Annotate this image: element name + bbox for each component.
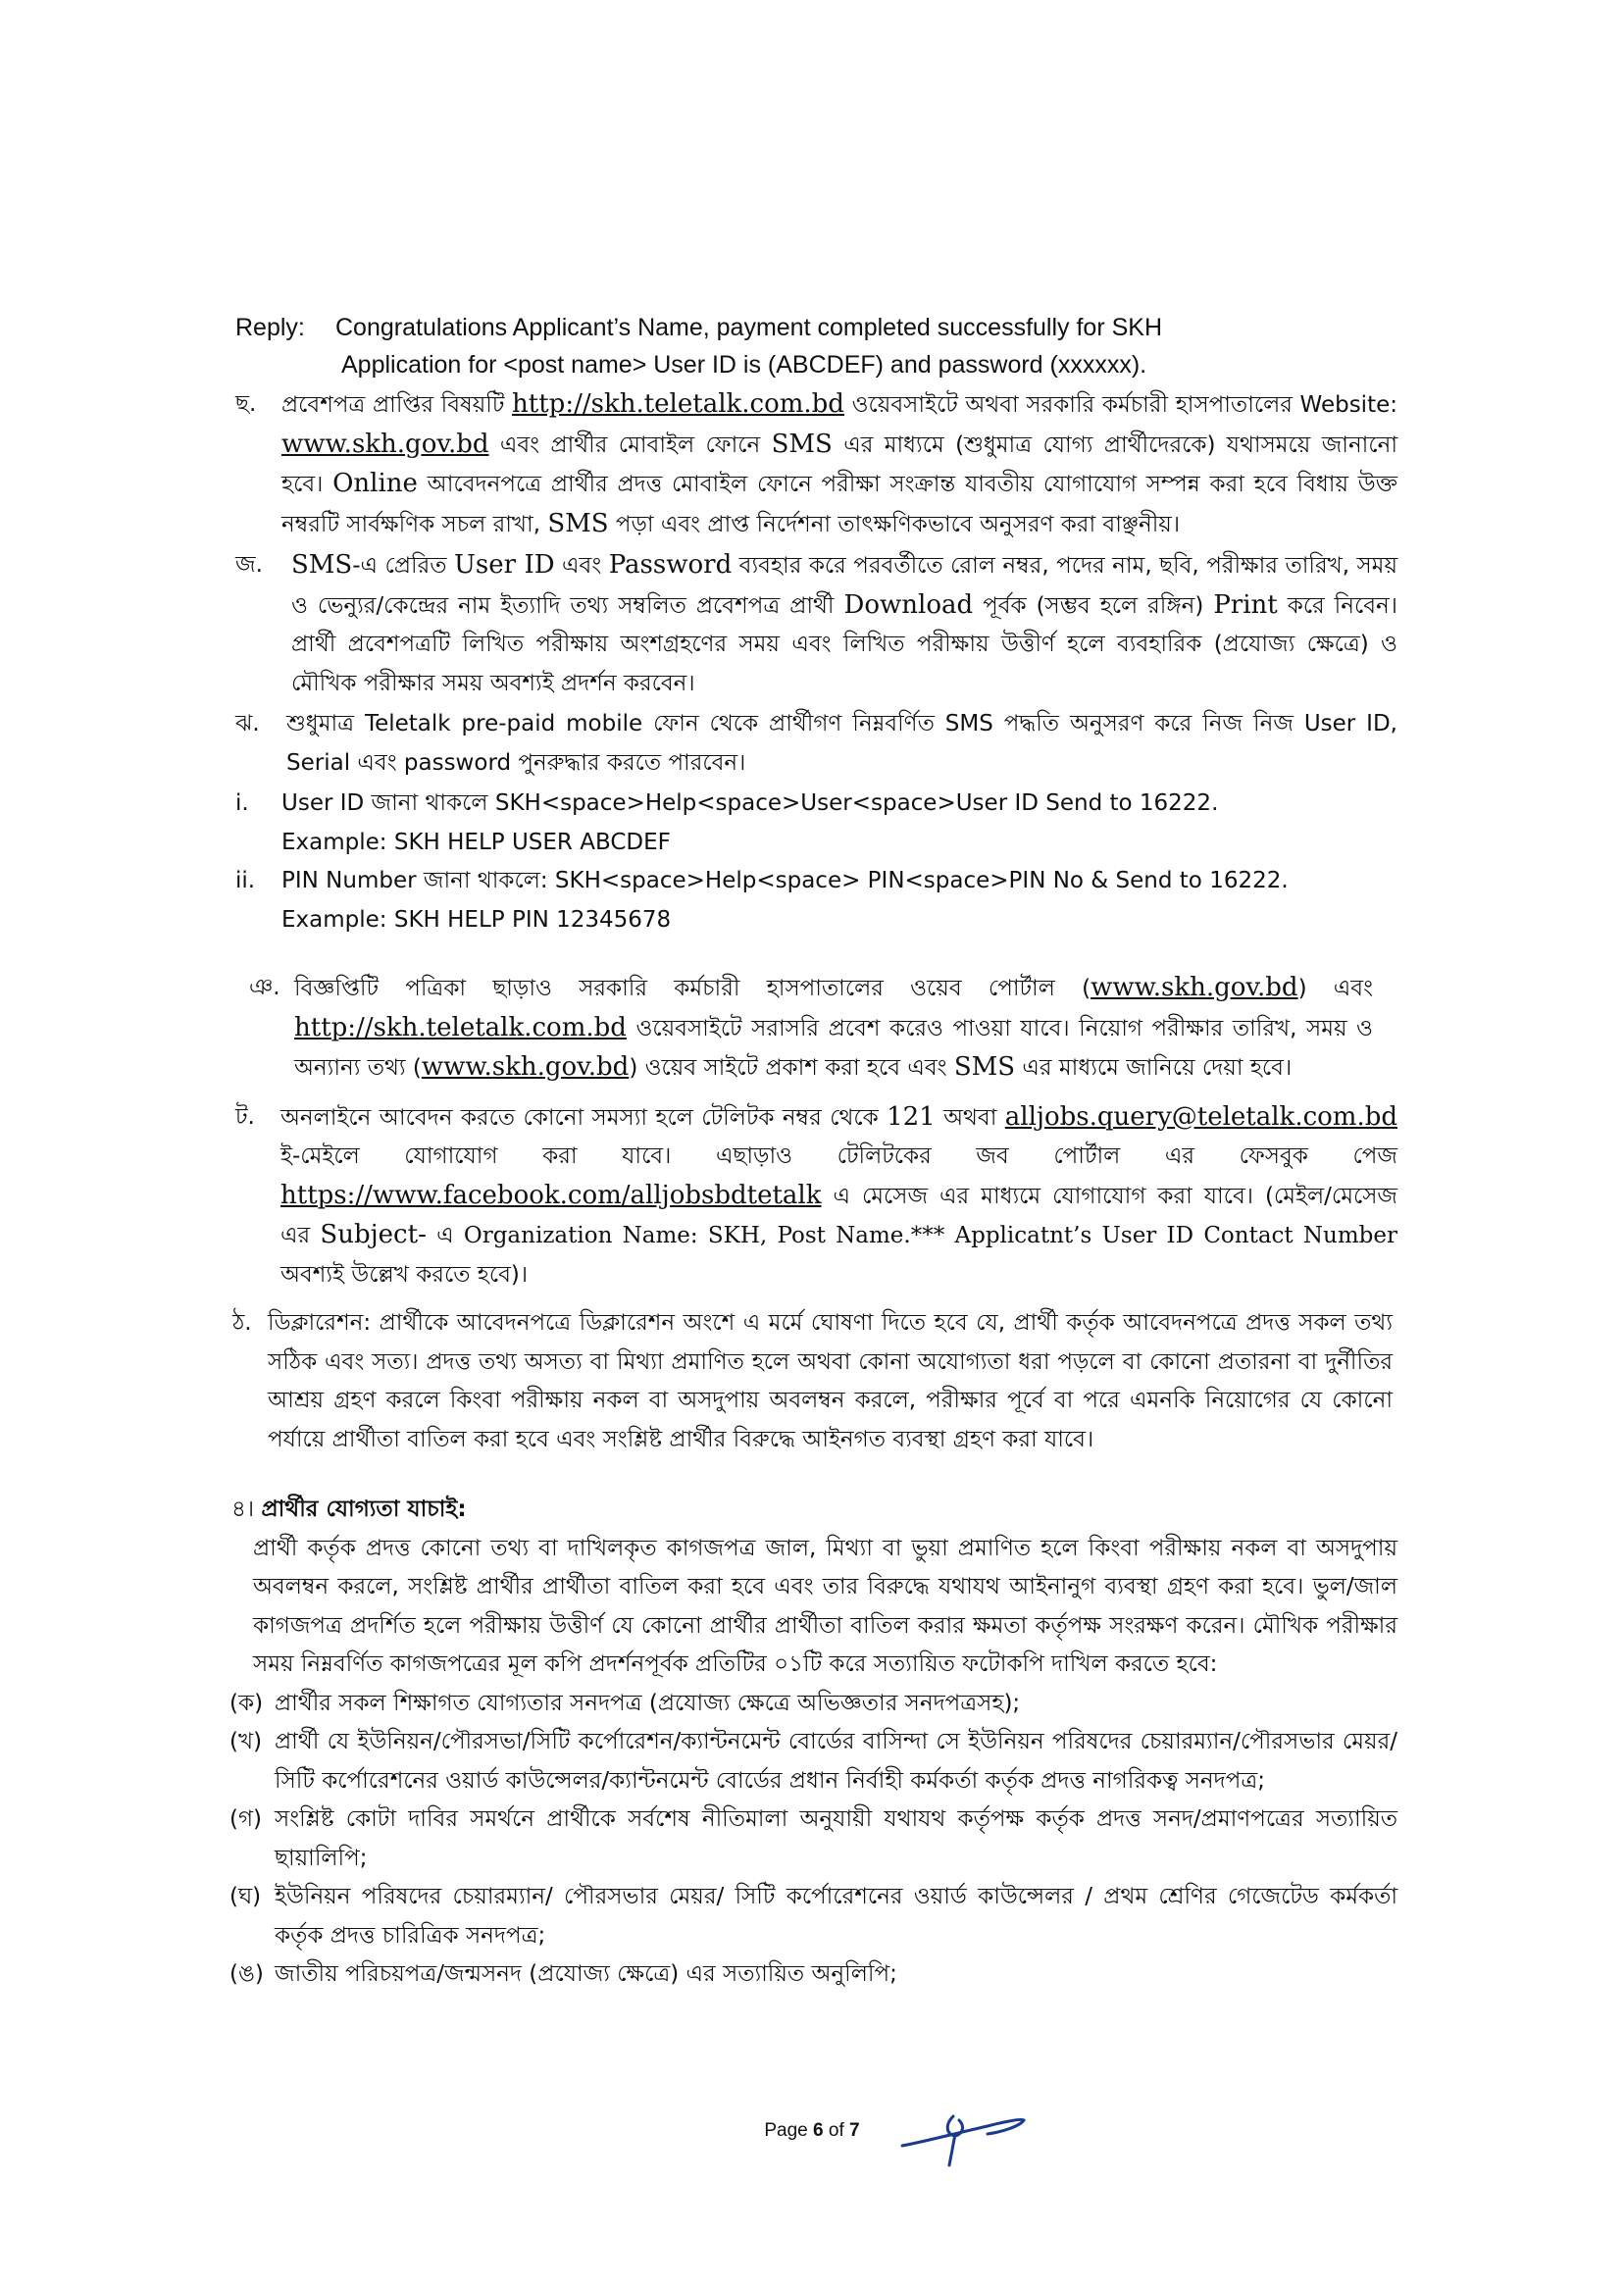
page-of-label: of [828,2120,844,2141]
item-nio-text [294,969,1373,1089]
document-list-item-text [275,1723,1397,1801]
subject-term: Subject- [320,1220,427,1249]
item-tha-marker: ঠ. [232,1310,252,1336]
item-ta-text-1: অনলাইনে আবেদন করতে কোনো সমস্যা হলে টেলিটক নম্বর থেকে [280,1104,888,1131]
helpline-number: 121 [887,1101,936,1132]
user-id-term: User ID [453,550,555,580]
document-body [229,309,1398,1995]
document-list-item-text: সংশ্লিষ্ট কোটা দাবির সমর্থনে প্রার্থীকে সর্বশেষ নীতিমালা অনুযায়ী যথাযথ কর্তৃপক্ষ কর্তৃক প্রদত্ত সনদ/প্রমাণপত্রের সত্যায়িত ছায়ালিপি; [275,1806,1397,1871]
item-jha-text [291,546,1397,703]
item-chha-text [281,385,1397,544]
document-list-item [231,1878,1397,1955]
item-chha-text-1: প্রবেশপত্র প্রাপ্তির বিষয়টি [281,392,513,418]
item-jha-text-3: ব্যবহার করে পরবর্তীতে রোল নম্বর, পদের নাম, ছবি, পরীক্ষার তারিখ, সময় ও ভেন্যুর/কেন্দ্রের নাম ইত্যাদি তথ্য সম্বলিত প্রবেশপত্র প্রার্থী [291,553,1398,619]
section-4-intro: প্রার্থী কর্তৃক প্রদত্ত কোনো তথ্য বা দাখিলকৃত কাগজপত্র জাল, মিথ্যা বা ভুয়া প্রমাণিত হলে কিংবা পরীক্ষায় নকল বা অসদুপায় অবলম্বন করলে, সংশ্লিষ্ট প্রার্থীর প্রার্থীতা বাতিল করা হবে এবং তার বিরুদ্ধে যথাযথ আইনানুগ ব্যবস্থা গ্রহণ করা হবে। ভুল/জাল কাগজপত্র প্রদর্শিত হলে পরীক্ষায় উত্তীর্ণ যে কোনো প্রার্থীর প্রার্থীতা বাতিল করার ক্ষমতা কর্তৃপক্ষ সংরক্ষণ করেন। মৌখিক পরীক্ষার সময় নিম্নবর্ণিত কাগজপত্রের মূল কপি প্রদর্শনপূর্বক প্রতিটির ০১টি করে সত্যায়িত ফটোকপি দাখিল করতে হবে: [253,1535,1397,1677]
section-4-number: ৪। [231,1497,255,1522]
skh-gov-link-2[interactable]: www.skh.gov.bd [1091,973,1298,1002]
organization-term: Organization Name: SKH, Post Name.*** [463,1223,945,1248]
signature-icon [894,2105,1032,2173]
item-ta-text-6: অবশ্যই উল্লেখ করতে হবে)। [280,1261,529,1288]
item-tha-text: ডিক্লারেশন: প্রার্থীকে আবেদনপত্রে ডিক্লারেশন অংশে এ মর্মে ঘোষণা দিতে হবে যে, প্রার্থী কর্তৃক আবেদনপত্রে প্রদত্ত সকল তথ্য সঠিক এবং সত্য। প্রদত্ত তথ্য অসত্য বা মিথ্যা প্রমাণিত হলে অথবা কোনা অযোগ্যতা ধরা পড়লে বা কোনো প্রতারনা বা দুর্নীতির আশ্রয় গ্রহণ করলে কিংবা পরীক্ষায় নকল বা অসদুপায় অবলম্বন করলে, পরীক্ষার পূর্বে বা পরে এমনকি নিয়োগের যে কোনো পর্যায়ে প্রার্থীতা বাতিল করা হবে এবং সংশ্লিষ্ট প্রার্থীর বিরুদ্ধে আইনগত ব্যবস্থা গ্রহণ করা যাবে। [268,1310,1393,1452]
download-term: Download [843,589,974,620]
page-total: 7 [849,2120,860,2141]
reply-line-1: Congratulations Applicant’s Name, payment completed successfully for SKH [335,314,1163,341]
support-email-link[interactable]: alljobs.query@teletalk.com.bd [1004,1101,1397,1132]
item-chha-text-3: এবং প্রার্থীর মোবাইল ফোনে [488,431,772,458]
document-list-item-marker: (গ) [229,1806,263,1832]
page-current: 6 [813,2120,824,2141]
item-ta-marker: ট. [235,1103,255,1130]
document-list-item-marker: (ক) [229,1690,264,1716]
document-list-item [231,1685,1397,1724]
document-list [231,1685,1397,1995]
item-chha [235,385,1397,544]
sms-term-3: SMS [291,550,353,580]
document-list-item-text: ইউনিয়ন পরিষদের চেয়ারম্যান/ পৌরসভার মেয়র/ সিটি কর্পোরেশনের ওয়ার্ড কাউন্সেলর / প্রথম শ্রেণির গেজেটেড কর্মকর্তা কর্তৃক প্রদত্ত চারিত্রিক সনদপত্র; [275,1884,1397,1949]
document-list-item-marker: (খ) [229,1729,263,1754]
skh-gov-link-3[interactable]: www.skh.gov.bd [421,1052,630,1082]
document-list-item-marker: (ঙ) [229,1961,264,1987]
item-chha-text-5: আবেদনপত্রে প্রার্থীর প্রদত্ত মোবাইল ফোনে পরীক্ষা সংক্রান্ত যাবতীয় যোগাযোগ সম্পন্ন করা হবে বিধায় উক্ত নম্বরটি সার্বক্ষণিক সচল রাখা, [281,472,1397,537]
item-ta-text [280,1098,1397,1295]
item-jho-text: শুধুমাত্র Teletalk pre-paid mobile ফোন থেকে প্রার্থীগণ নিম্নবর্ণিত SMS পদ্ধতি অনুসরণ করে নিজ নিজ User ID, Serial এবং password পুনরুদ্ধার করতে পারবেন। [286,711,1397,776]
teletalk-link[interactable]: http://skh.teletalk.com.bd [512,389,844,419]
item-ta-text-2: অথবা [935,1104,1005,1131]
item-jha-text-4: পূর্বক (সম্ভব হলে রঙ্গিন) [973,592,1214,619]
sms-instruction-1 [235,785,1397,862]
item-jha-text-1: -এ প্রেরিত [352,553,454,579]
print-term: Print [1213,589,1278,620]
item-jha [235,546,1397,703]
item-tha [232,1304,1393,1459]
item-jho-marker: ঝ. [235,711,260,736]
sms-instruction-1-marker: i. [235,790,249,816]
item-ta-text-3: ই-মেইলে যোগাযোগ করা যাবে। এছাড়াও টেলিটকের জব পোর্টাল এর ফেসবুক পেজ [280,1143,1397,1169]
document-list-item [231,1955,1397,1995]
item-jha-text-5: করে নিবেন। প্রার্থী প্রবেশপত্রটি লিখিত পরীক্ষায় অংশগ্রহণের সময় এবং লিখিত পরীক্ষায় উত্তীর্ণ হলে ব্যবহারিক (প্রযোজ্য ক্ষেত্রে) ও মৌখিক পরীক্ষার সময় অবশ্যই প্রদর্শন করবেন। [291,592,1397,696]
document-list-item-text: প্রার্থীর সকল শিক্ষাগত যোগ্যতার সনদপত্র (প্রযোজ্য ক্ষেত্রে অভিজ্ঞতার সনদপত্রসহ); [275,1690,1021,1716]
page-footer [0,2120,1624,2142]
document-list-item [231,1801,1397,1878]
item-chha-text-6: পড়া এবং প্রাপ্ত নির্দেশনা তাৎক্ষণিকভাবে অনুসরণ করা বাঞ্ছনীয়। [608,511,1181,537]
sms-term-2: SMS [547,508,609,538]
section-4-heading-line [231,1491,1397,1530]
sms-instruction-2 [235,862,1397,939]
password-term: Password [608,550,733,580]
item-ta [235,1098,1397,1295]
skh-gov-link[interactable]: www.skh.gov.bd [281,429,489,459]
teletalk-link-2[interactable]: http://skh.teletalk.com.bd [294,1012,627,1042]
item-jha-marker: জ. [235,552,263,578]
item-nio [235,969,1373,1089]
sms-term-4: SMS [953,1052,1016,1082]
item-nio-marker: ঞ. [249,975,280,1000]
reply-line-2: Application for <post name> User ID is (ABCDEF) and password (xxxxxx). [341,351,1147,379]
item-nio-text-5: এর মাধ্যমে জানিয়ে দেয়া হবে। [1015,1055,1293,1081]
document-list-item-marker: (ঘ) [229,1884,262,1909]
item-ta-text-4: এ মেসেজ এর মাধ্যমে যোগাযোগ করা যাবে। (মেইল/মেসেজ এর [280,1183,1397,1248]
page-label: Page [764,2120,808,2141]
item-nio-text-4: ) ওয়েব সাইটে প্রকাশ করা হবে এবং [629,1055,954,1081]
document-list-item [231,1723,1397,1801]
sms-instruction-2-line-1: PIN Number জানা থাকলে: SKH<space>Help<space> PIN<space>PIN No & Send to 16222. [281,868,1289,893]
item-nio-text-1: বিজ্ঞপ্তিটি পত্রিকা ছাড়াও সরকারি কর্মচারী হাসপাতালের ওয়েব পোর্টাল ( [294,976,1091,1001]
item-chha-text-2: ওয়েবসাইটে অথবা সরকারি কর্মচারী হাসপাতালের Website: [843,392,1397,418]
section-4 [231,1491,1397,1685]
item-chha-text-4: এর মাধ্যমে (শুধুমাত্র যোগ্য প্রার্থীদেরকে) যথাসময়ে জানানো হবে। [281,431,1397,497]
item-nio-text-2: ) এবং [1297,976,1373,1001]
item-jha-text-2: এবং [554,553,609,579]
online-term: Online [332,469,418,498]
sms-term: SMS [771,429,833,459]
item-chha-marker: ছ. [235,391,257,417]
item-ta-text-5: এ [426,1223,464,1248]
item-jho [235,705,1397,783]
sms-instruction-1-line-1: User ID জানা থাকলে SKH<space>Help<space>User<space>User ID Send to 16222. [281,790,1219,816]
section-4-heading: প্রার্থীর যোগ্যতা যাচাই: [261,1497,467,1522]
reply-label: Reply: [235,314,305,341]
applicant-term: Applicatnt’s User ID Contact Number [944,1223,1397,1248]
sms-instruction-2-marker: ii. [235,868,256,893]
sms-instruction-1-example: Example: SKH HELP USER ABCDEF [281,829,671,855]
facebook-page-link[interactable]: https://www.facebook.com/alljobsbdtetalk [280,1180,822,1210]
document-list-item-text: জাতীয় পরিচয়পত্র/জন্মসনদ (প্রযোজ্য ক্ষেত্রে) এর সত্যায়িত অনুলিপি; [275,1961,897,1987]
document-list-item-text-body: প্রার্থী যে ইউনিয়ন/পৌরসভা/সিটি কর্পোরেশন/ক্যান্টনমেন্ট বোর্ডের বাসিন্দা সে ইউনিয়ন পরিষদের চেয়ারম্যান/পৌরসভার মেয়র/সিটি কর্পোরেশনের ওয়ার্ড কাউন্সেলর/ক্যান্টনমেন্ট বোর্ডের প্রধান নির্বাহী কর্মকর্তা কর্তৃক প্রদত্ত নাগরিকত্ব সনদপত্র; [275,1729,1397,1794]
item-nio-text-3: ওয়েবসাইটে সরাসরি প্রবেশ করেও পাওয়া যাবে। নিয়োগ পরীক্ষার তারিখ, সময় ও অন্যান্য তথ্য ( [294,1015,1373,1081]
reply-block [235,309,1397,383]
sms-instruction-2-example: Example: SKH HELP PIN 12345678 [281,906,672,933]
